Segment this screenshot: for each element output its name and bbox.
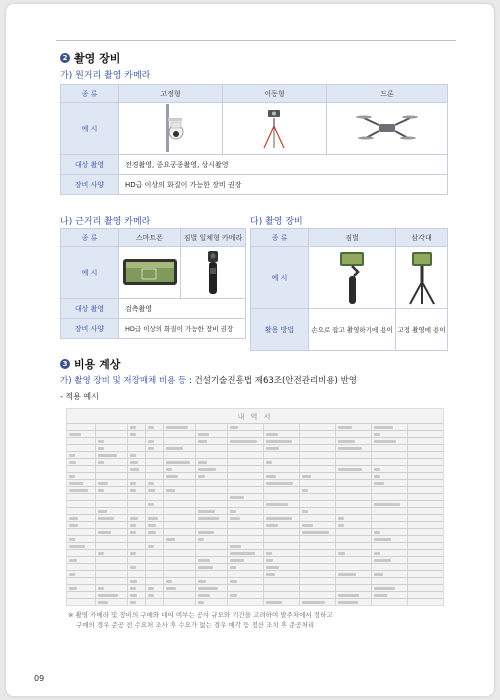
scan-text-blur — [266, 524, 278, 527]
row-label-example: 예 시 — [251, 247, 309, 309]
scan-text-blur — [374, 475, 380, 478]
scan-text-blur — [338, 594, 359, 597]
scan-text-blur — [98, 489, 104, 492]
scan-text-blur — [374, 552, 380, 555]
scan-text-blur — [98, 601, 108, 604]
scan-text-blur — [130, 531, 136, 534]
scan-text-blur — [198, 566, 213, 569]
scan-row-line — [67, 437, 443, 438]
example-label: - 적용 예시 — [60, 392, 99, 401]
row-label-example: 예 시 — [61, 247, 119, 299]
scan-text-blur — [98, 447, 104, 450]
header-fixed: 고정형 — [119, 85, 223, 103]
scan-text-blur — [198, 475, 205, 478]
scan-row-line — [67, 514, 443, 515]
top-divider — [56, 40, 456, 41]
scan-text-blur — [98, 510, 107, 513]
gimbal-camera-image — [181, 247, 246, 299]
document-page — [6, 4, 494, 696]
scan-text-blur — [338, 601, 358, 604]
scan-text-blur — [230, 496, 244, 499]
scan-text-blur — [198, 433, 209, 436]
scan-text-blur — [198, 531, 214, 534]
scan-text-blur — [148, 545, 154, 548]
header-smartphone: 스마트폰 — [119, 229, 181, 247]
phone-tripod-icon — [402, 248, 442, 306]
drone-icon — [352, 104, 422, 152]
scan-text-blur — [266, 503, 288, 506]
scan-row-line — [67, 591, 443, 592]
scan-text-blur — [230, 440, 257, 443]
scan-text-blur — [130, 587, 136, 590]
scan-text-blur — [266, 566, 279, 569]
scan-text-blur — [374, 538, 391, 541]
scan-text-blur — [69, 524, 78, 527]
cost-law-reference: : 건설기술진흥법 제63조(안전관리비용) 반영 — [186, 376, 357, 386]
scan-text-blur — [69, 559, 77, 562]
scan-text-blur — [302, 489, 308, 492]
scan-text-blur — [148, 447, 154, 450]
scan-text-blur — [374, 433, 380, 436]
cost-subheading: 가) 촬영 장비 및 저장매체 비용 등 — [60, 376, 187, 386]
scan-text-blur — [230, 426, 238, 429]
scan-text-blur — [98, 482, 108, 485]
scan-text-blur — [338, 524, 344, 527]
scan-text-blur — [130, 601, 136, 604]
scan-text-blur — [166, 468, 172, 471]
scan-row-line — [67, 444, 443, 445]
scan-text-blur — [302, 601, 325, 604]
scan-text-blur — [148, 440, 154, 443]
scan-text-blur — [166, 475, 178, 478]
scan-text-blur — [266, 475, 276, 478]
scan-text-blur — [374, 531, 380, 534]
scan-row-line — [67, 479, 443, 480]
scan-text-blur — [338, 468, 362, 471]
scan-text-blur — [198, 468, 216, 471]
scan-row-line — [67, 521, 443, 522]
scan-text-blur — [130, 594, 137, 597]
scan-text-blur — [166, 538, 175, 541]
header-mobile: 이동형 — [222, 85, 326, 103]
scan-text-blur — [166, 461, 190, 464]
scan-text-blur — [130, 552, 136, 555]
scan-text-blur — [69, 475, 75, 478]
scan-text-blur — [130, 489, 136, 492]
scan-row-line — [67, 528, 443, 529]
scan-text-blur — [198, 510, 215, 513]
scan-text-blur — [266, 440, 292, 443]
scan-text-blur — [98, 461, 104, 464]
header-gimbal: 짐벌 — [309, 229, 396, 247]
subheading-close-range-camera: 나) 근거리 촬영 카메라 — [60, 217, 151, 227]
scan-text-blur — [338, 447, 362, 450]
scan-text-blur — [302, 475, 311, 478]
subheading-shooting-equipment: 다) 촬영 장비 — [250, 217, 303, 227]
scan-text-blur — [148, 587, 154, 590]
scan-text-blur — [130, 524, 136, 527]
scan-text-blur — [69, 454, 75, 457]
scan-text-blur — [230, 545, 241, 548]
scan-text-blur — [338, 426, 352, 429]
row-label-example: 예 시 — [61, 103, 119, 155]
scan-text-blur — [266, 559, 273, 562]
scan-text-blur — [198, 461, 207, 464]
scan-text-blur — [266, 552, 272, 555]
scan-text-blur — [130, 482, 136, 485]
scan-text-blur — [302, 524, 313, 527]
target-value: 전경촬영, 중요공종촬영, 상시촬영 — [119, 155, 448, 175]
scan-row-line — [67, 563, 443, 564]
scan-text-blur — [198, 601, 204, 604]
scan-text-blur — [266, 461, 272, 464]
scan-text-blur — [166, 426, 188, 429]
scan-text-blur — [130, 468, 139, 471]
scan-text-blur — [198, 580, 206, 583]
long-range-camera-table — [60, 84, 448, 195]
section-title: 비용 계상 — [74, 358, 121, 371]
row-label-method: 활용 방법 — [251, 309, 309, 351]
drone-image — [326, 103, 447, 155]
mobile-camera-image — [222, 103, 326, 155]
spec-value: HD급 이상의 화질이 가능한 장비 권장 — [119, 319, 246, 339]
scan-text-blur — [148, 531, 156, 534]
scan-text-blur — [374, 440, 396, 443]
pocket-gimbal-icon — [198, 248, 228, 296]
tripod-camera-icon — [244, 104, 304, 152]
scan-text-blur — [374, 594, 387, 597]
scan-text-blur — [266, 517, 292, 520]
scan-text-blur — [266, 482, 293, 485]
scan-text-blur — [130, 426, 136, 429]
phone-gimbal-icon — [332, 248, 372, 306]
cost-statement-scan — [66, 408, 444, 606]
scan-text-blur — [130, 461, 138, 464]
section-number-badge: 3 — [60, 359, 70, 369]
header-gimbal-camera: 짐벌 일체형 카메라 — [181, 229, 246, 247]
scan-text-blur — [230, 594, 237, 597]
scan-row-line — [67, 598, 443, 599]
smartphone-image — [119, 247, 181, 299]
scan-text-blur — [98, 440, 104, 443]
scan-text-blur — [198, 594, 210, 597]
scan-text-blur — [374, 559, 391, 562]
scan-text-blur — [198, 517, 219, 520]
scan-row-line — [67, 507, 443, 508]
cctv-camera-icon — [140, 104, 200, 152]
scan-text-blur — [69, 433, 81, 436]
scan-row-line — [67, 605, 443, 606]
scan-row-line — [67, 493, 443, 494]
scan-text-blur — [148, 524, 156, 527]
scan-text-blur — [69, 517, 78, 520]
scan-text-blur — [148, 426, 154, 429]
scan-text-blur — [338, 440, 355, 443]
scan-text-blur — [338, 573, 356, 576]
target-value: 검측촬영 — [119, 299, 246, 319]
scan-text-blur — [148, 517, 158, 520]
scan-text-blur — [266, 447, 279, 450]
scan-row-line — [67, 423, 443, 424]
scan-text-blur — [338, 552, 345, 555]
spec-value: HD급 이상의 화질이 가능한 장비 권장 — [119, 175, 448, 195]
scan-text-blur — [198, 440, 207, 443]
scan-text-blur — [69, 587, 77, 590]
cost-description — [60, 374, 357, 386]
scan-text-blur — [374, 482, 384, 485]
scan-text-blur — [374, 573, 383, 576]
smartphone-icon — [122, 255, 178, 289]
scan-row-line — [67, 486, 443, 487]
section-heading-cost — [60, 356, 120, 372]
scan-text-blur — [148, 503, 154, 506]
scan-text-blur — [230, 517, 240, 520]
scan-row-line — [67, 549, 443, 550]
scan-text-blur — [166, 489, 175, 492]
header-drone: 드론 — [326, 85, 447, 103]
scan-text-blur — [230, 559, 244, 562]
row-label-target: 대상 촬영 — [61, 299, 119, 319]
footnote-line-2: 구매의 경우 준공 전 수요처 조사 후 수요가 없는 경우 매각 등 정산 조치 후 준공처리 — [76, 621, 315, 629]
scan-text-blur — [98, 594, 118, 597]
section-title: 촬영 장비 — [74, 52, 121, 65]
scan-row-line — [67, 535, 443, 536]
scan-text-blur — [198, 538, 204, 541]
scan-text-blur — [130, 566, 136, 569]
scan-text-blur — [130, 433, 136, 436]
page-number: 09 — [34, 674, 45, 683]
scan-text-blur — [374, 587, 395, 590]
scan-row-line — [67, 472, 443, 473]
scan-text-blur — [69, 545, 85, 548]
scan-text-blur — [230, 510, 236, 513]
scan-text-blur — [338, 517, 344, 520]
scan-text-blur — [98, 587, 104, 590]
scan-text-blur — [230, 552, 255, 555]
scan-text-blur — [198, 559, 210, 562]
scan-text-blur — [69, 573, 75, 576]
scan-text-blur — [130, 454, 136, 457]
scan-row-line — [67, 458, 443, 459]
scan-row-line — [67, 500, 443, 501]
scan-text-blur — [230, 580, 237, 583]
scan-row-line — [67, 570, 443, 571]
section-number-badge: 2 — [60, 53, 70, 63]
scan-row-line — [67, 430, 443, 431]
scan-text-blur — [130, 580, 137, 583]
scan-text-blur — [266, 433, 278, 436]
row-label-target: 대상 촬영 — [61, 155, 119, 175]
section-heading-equipment — [60, 50, 120, 66]
scan-text-blur — [166, 447, 183, 450]
footnote-line-1: ※ 촬영 카메라 및 장비의 구매와 대여 여부는 공사 규모와 기간을 고려하여 발주처에서 정하고 — [68, 611, 333, 619]
fixed-camera-image — [119, 103, 223, 155]
scan-text-blur — [69, 461, 76, 464]
scan-text-blur — [374, 426, 393, 429]
gimbal-image — [309, 247, 396, 309]
scan-text-blur — [98, 531, 111, 534]
scan-text-blur — [302, 531, 329, 534]
header-type: 종 류 — [61, 229, 119, 247]
row-label-spec: 장비 사양 — [61, 319, 119, 339]
scan-row-line — [67, 577, 443, 578]
scan-text-blur — [374, 503, 400, 506]
subheading-long-range-camera: 가) 원거리 촬영 카메라 — [60, 71, 151, 81]
scan-text-blur — [266, 573, 275, 576]
shooting-equipment-table — [250, 228, 448, 351]
scan-text-blur — [266, 601, 282, 604]
scan-text-blur — [130, 517, 138, 520]
scan-text-blur — [69, 538, 75, 541]
footnote — [68, 610, 448, 630]
scan-row-line — [67, 556, 443, 557]
header-type: 종 류 — [61, 85, 119, 103]
header-type: 종 류 — [251, 229, 309, 247]
scan-text-blur — [69, 489, 88, 492]
row-label-spec: 장비 사양 — [61, 175, 119, 195]
scan-text-blur — [98, 552, 104, 555]
scan-text-blur — [148, 482, 154, 485]
scan-row-line — [67, 584, 443, 585]
header-tripod: 삼각대 — [396, 229, 448, 247]
scan-text-blur — [230, 566, 236, 569]
scan-text-blur — [98, 517, 114, 520]
scan-row-line — [67, 465, 443, 466]
scan-row-line — [67, 451, 443, 452]
scan-text-blur — [148, 489, 155, 492]
gimbal-method: 손으로 잡고 촬영하기에 용이 — [309, 309, 396, 351]
tripod-image — [396, 247, 448, 309]
scan-text-blur — [166, 580, 172, 583]
scan-text-blur — [69, 482, 83, 485]
tripod-method: 고정 촬영에 용이 — [396, 309, 448, 351]
scan-text-blur — [98, 454, 117, 457]
scan-text-blur — [198, 587, 218, 590]
close-range-camera-table — [60, 228, 246, 339]
scan-text-blur — [374, 468, 380, 471]
scan-text-blur — [148, 594, 154, 597]
scan-text-blur — [302, 510, 308, 513]
scan-text-blur — [166, 587, 176, 590]
scan-row-line — [67, 542, 443, 543]
scan-title: 내 역 서 — [237, 413, 273, 421]
